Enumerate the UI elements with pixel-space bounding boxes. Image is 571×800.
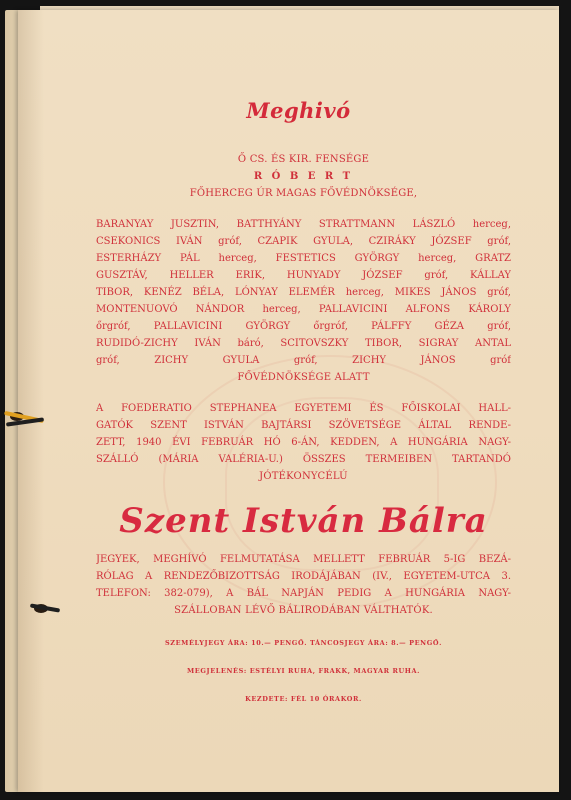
committee-line: RUDIDÓ-ZICHY IVÁN báró, SCITOVSZKY TIBOR, SIGRAY ANTAL	[96, 338, 511, 349]
event-line: JÓTÉKONYCÉLÚ	[259, 471, 348, 482]
start-time: KEZDETE: FÉL 10 ÓRAKOR.	[245, 695, 362, 703]
committee-closing: FŐVÉDNÖKSÉGE ALATT	[237, 372, 370, 383]
event-line: SZÁLLÓ (MÁRIA VALÉRIA-U.) ÖSSZES TERMEIBEN TARTANDÓ	[96, 454, 511, 465]
invitation-title: Meghivó	[246, 98, 351, 123]
binding-fold-shadow	[18, 10, 44, 792]
committee-line: GUSZTÁV, HELLER ERIK, HUNYADY JÓZSEF gróf, KÁLLAY	[96, 270, 511, 281]
event-line: ZETT, 1940 ÉVI FEBRUÁR HÓ 6-ÁN, KEDDEN, A HUNGÁRIA NAGY-	[96, 437, 511, 448]
ticket-line: SZÁLLOBAN LÉVŐ BÁLIRODÁBAN VÁLTHATÓK.	[174, 605, 433, 616]
invitation-text	[96, 98, 511, 703]
dress-code: MEGJELENÉS: ESTÉLYI RUHA, FRAKK, MAGYAR RUHA.	[187, 667, 420, 675]
event-line: GATÓK SZENT ISTVÁN BAJTÁRSI SZÖVETSÉGE ÁLTAL RENDE-	[96, 420, 511, 431]
ball-name: Szent István Bálra	[119, 501, 488, 541]
committee-line: CSEKONICS IVÁN gróf, CZAPIK GYULA, CZIRÁKY JÓZSEF gróf,	[96, 236, 511, 247]
committee-line: gróf, ZICHY GYULA gróf, ZICHY JÁNOS gróf	[96, 355, 511, 366]
ticket-prices: SZEMÉLYJEGY ÁRA: 10.— PENGŐ. TÁNCOSJEGY ÁRA: 8.— PENGŐ.	[164, 639, 442, 647]
patron-line: FŐHERCEG ÚR MAGAS FŐVÉDNÖKSÉGE,	[189, 188, 418, 199]
committee-line: TIBOR, KENÉZ BÉLA, LÓNYAY ELEMÉR herceg, MIKES JÁNOS gróf,	[96, 287, 511, 298]
event-line: A FOEDERATIO STEPHANEA EGYETEMI ÉS FŐISKOLAI HALL-	[96, 403, 511, 414]
committee-line: őrgróf, PALLAVICINI GYÖRGY őrgróf, PÁLFFY GÉZA gróf,	[96, 321, 511, 332]
committee-line: ESTERHÁZY PÁL herceg, FESTETICS GYÖRGY herceg, GRATZ	[96, 253, 511, 264]
ticket-line: RÓLAG A RENDEZŐBIZOTTSÁG IRODÁJÁBAN (IV., EGYETEM-UTCA 3.	[96, 571, 511, 582]
patron-line: R Ó B E R T	[253, 171, 354, 182]
ticket-line: JEGYEK, MEGHÍVÓ FELMUTATÁSA MELLETT FEBRUÁR 5-IG BEZÁ-	[96, 554, 511, 565]
patron-line: Ő CS. ÉS KIR. FENSÉGE	[237, 154, 370, 165]
committee-line: BARANYAY JUSZTIN, BATTHYÁNY STRATTMANN LÁSZLÓ herceg,	[96, 219, 511, 230]
committee-line: MONTENUOVÓ NÁNDOR herceg, PALLAVICINI ALFONS KÁROLY	[96, 304, 511, 315]
ticket-line: TELEFON: 382-079), A BÁL NAPJÁN PEDIG A HUNGÁRIA NAGY-	[96, 588, 511, 599]
